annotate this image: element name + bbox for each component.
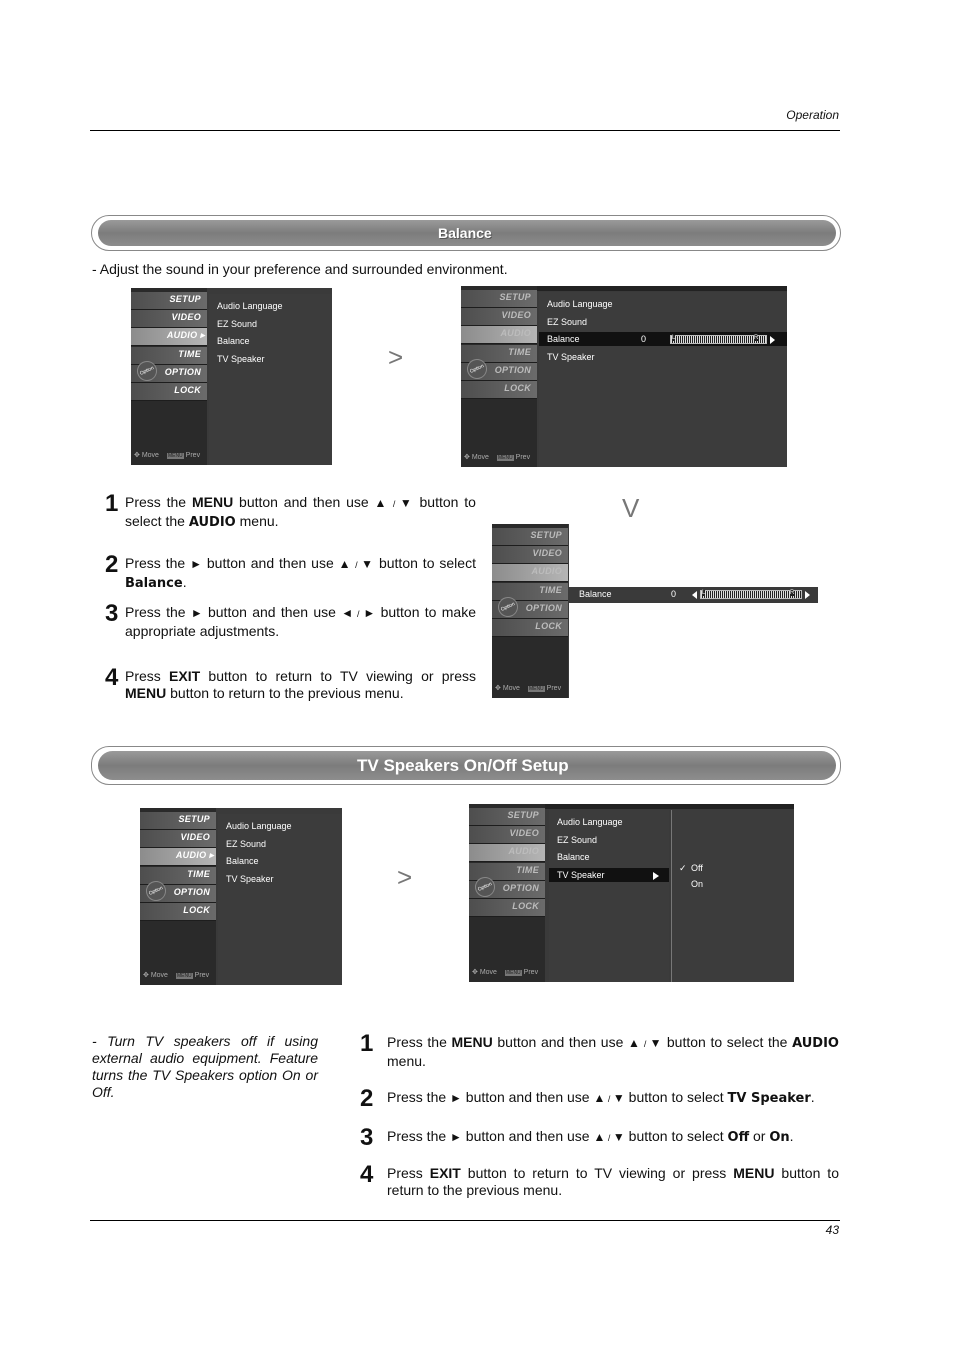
right-arrow-icon	[805, 591, 810, 599]
osd-tab-label: OPTION	[502, 882, 539, 893]
osd-balance-selected	[461, 286, 787, 467]
osd-tab-label: AUDIO ▸	[166, 330, 205, 341]
osd-tab-lock	[469, 899, 545, 917]
button-arrow-icon: ▼	[399, 496, 414, 510]
step-text-part: .	[789, 1128, 794, 1144]
step-text-part: button and then use	[233, 494, 375, 510]
step-text-part: button to return to the previous menu.	[166, 685, 404, 701]
step-text-part: Press the	[387, 1089, 451, 1105]
step-text-part: Press the	[387, 1034, 452, 1050]
menu-key-icon: MENU	[176, 973, 192, 979]
osd-move-label: Move	[479, 969, 497, 976]
button-arrow-icon: ◄	[341, 606, 354, 620]
osd-tab-label: VIDEO	[509, 828, 539, 839]
step-keyword: EXIT	[429, 1165, 461, 1181]
step-text	[387, 1089, 839, 1108]
osd-speaker-option: On	[691, 879, 704, 889]
button-arrow-icon: ►	[190, 606, 203, 620]
osd-footer	[143, 971, 209, 979]
osd-prev-label: Prev	[515, 454, 531, 461]
menu-key-icon: MENU	[167, 453, 183, 459]
osd-tab-audio	[140, 848, 216, 866]
step-text	[387, 1165, 839, 1199]
osd-menu-panel	[539, 292, 787, 467]
step-menu-name: AUDIO	[792, 1036, 839, 1051]
right-arrow-icon: >	[388, 342, 404, 372]
osd-tab-label: SETUP	[530, 530, 562, 540]
step-menu-name: On	[769, 1130, 790, 1145]
button-arrow-icon: ►	[450, 1130, 462, 1144]
slider-right-label: R	[790, 590, 795, 596]
step-text	[387, 1128, 839, 1147]
step-text-part: Press the	[125, 494, 192, 510]
osd-move-label: Move	[150, 972, 168, 979]
osd-tab-label: TIME	[539, 584, 562, 595]
osd-tab-option	[461, 363, 537, 381]
step-text-part: Press the	[125, 555, 191, 571]
osd-balance-adjust	[492, 524, 569, 698]
button-arrow-icon: ▼	[612, 1130, 625, 1144]
section-header: Operation	[786, 108, 839, 122]
button-arrow-icon: ▲	[374, 496, 389, 510]
osd-tab-lock	[131, 383, 207, 401]
step-keyword: MENU	[191, 494, 234, 510]
step-text-part: /	[605, 1133, 613, 1143]
right-arrow-icon	[653, 872, 659, 880]
menu-key-icon: MENU	[497, 455, 513, 461]
step-menu-name: Off	[727, 1130, 750, 1145]
page-number: 43	[825, 1223, 839, 1237]
osd-tab-video	[469, 826, 545, 844]
osd-tab-option	[131, 365, 207, 383]
step-number: 2	[360, 1085, 374, 1112]
down-arrow-icon: V	[622, 493, 640, 523]
balance-slider	[670, 335, 767, 344]
step-keyword: EXIT	[169, 668, 201, 684]
menu-key-icon: MENU	[528, 686, 544, 692]
osd-sidebar	[131, 288, 207, 465]
step-text-part: button to select	[624, 1128, 728, 1144]
osd-tab-lock	[492, 619, 568, 637]
osd-sidebar	[492, 524, 568, 698]
step-text-part: button to select	[374, 555, 476, 571]
step-keyword: MENU	[733, 1165, 775, 1181]
osd-menu-item: TV Speaker	[557, 869, 605, 880]
slider-left-label: L	[672, 335, 676, 342]
step-text-part: button and then use	[461, 1089, 594, 1105]
osd-tab-audio	[131, 328, 207, 346]
osd-tab-label: TIME	[516, 864, 539, 875]
osd-tab-audio	[461, 326, 537, 344]
right-arrow-icon	[770, 336, 775, 344]
step-number: 1	[360, 1030, 374, 1057]
step-text	[125, 604, 476, 640]
osd-speaker-option: Off	[691, 863, 703, 873]
osd-tab-setup	[131, 292, 207, 310]
osd-footer	[134, 451, 200, 459]
step-number: 3	[360, 1124, 374, 1151]
osd-speaker-audio-menu	[140, 808, 342, 985]
option-logo-icon: Option	[464, 356, 491, 383]
step-keyword: MENU	[125, 685, 167, 701]
osd-tab-label: AUDIO	[508, 846, 539, 857]
osd-menu-item: TV Speaker	[217, 353, 265, 364]
balance-adjust-value: 0	[671, 589, 677, 599]
osd-tab-label: AUDIO ▸	[175, 850, 214, 861]
osd-tab-audio	[469, 844, 545, 862]
slider-left-label: L	[702, 590, 706, 596]
osd-tab-label: SETUP	[169, 294, 201, 304]
step-text-part: button and then use	[201, 555, 339, 571]
move-icon: ✥	[495, 685, 503, 692]
header-rule	[90, 130, 840, 131]
step-text-part: Press	[125, 668, 170, 684]
step-text-part: Press	[387, 1165, 430, 1181]
balance-adjust-bar	[569, 587, 818, 603]
osd-tab-video	[131, 310, 207, 328]
osd-menu-panel	[209, 294, 332, 465]
osd-sidebar	[461, 286, 537, 467]
osd-tab-label: SETUP	[499, 292, 531, 302]
osd-tab-audio	[492, 564, 568, 582]
move-icon: ✥	[472, 969, 480, 976]
osd-menu-item: Balance	[557, 852, 590, 863]
step-text-part: /	[351, 560, 362, 570]
check-icon: ✓	[679, 863, 687, 873]
speaker-title: TV Speakers On/Off Setup	[357, 756, 569, 775]
osd-tab-setup	[461, 290, 537, 308]
right-arrow-icon: >	[397, 862, 413, 892]
osd-tab-label: AUDIO	[531, 566, 562, 577]
osd-tab-option	[469, 881, 545, 899]
speaker-note: - Turn TV speakers off if using external audio equipment. Feature turns the TV Speakers option On or Off.	[92, 1033, 318, 1100]
osd-prev-label: Prev	[546, 685, 562, 692]
speaker-banner	[91, 746, 841, 785]
move-icon: ✥	[464, 454, 472, 461]
osd-menu-item: Audio Language	[217, 301, 283, 311]
step-text-part: button to return to TV viewing or press	[200, 668, 476, 684]
step-text-part: menu.	[387, 1053, 426, 1069]
osd-tab-label: LOCK	[504, 383, 531, 393]
step-text-part: or	[749, 1128, 770, 1144]
osd-sidebar	[469, 804, 545, 982]
osd-tab-setup	[469, 808, 545, 826]
step-text	[125, 494, 476, 531]
osd-balance-value: 0	[641, 334, 647, 345]
osd-tab-label: VIDEO	[532, 548, 562, 559]
osd-tab-lock	[461, 381, 537, 399]
step-text-part: /	[388, 499, 400, 509]
osd-tab-label: LOCK	[512, 901, 539, 911]
button-arrow-icon: ▲	[338, 557, 352, 571]
slider-right-label: R	[754, 335, 759, 342]
osd-menu-item: EZ Sound	[557, 834, 598, 845]
osd-tab-label: VIDEO	[171, 312, 201, 323]
step-text-part: button to return to the previous menu.	[387, 1165, 839, 1198]
balance-banner	[91, 215, 841, 251]
step-text-part: button and then use	[461, 1128, 594, 1144]
move-icon: ✥	[143, 972, 151, 979]
move-icon: ✥	[134, 452, 142, 459]
osd-tab-lock	[140, 903, 216, 921]
step-text-part: button and then use	[202, 604, 342, 620]
osd-footer	[495, 684, 561, 692]
osd-audio-menu	[131, 288, 332, 465]
osd-tab-label: TIME	[178, 348, 201, 359]
osd-prev-label: Prev	[523, 969, 539, 976]
balance-slider	[700, 590, 802, 599]
step-text-part: Press the	[387, 1128, 451, 1144]
step-text-part: Press the	[125, 604, 191, 620]
osd-footer	[472, 968, 538, 976]
step-text-part: /	[353, 609, 364, 619]
step-text-part: button to select	[624, 1089, 728, 1105]
button-arrow-icon: ▲	[628, 1036, 641, 1050]
step-text-part: /	[640, 1039, 650, 1049]
osd-tab-label: OPTION	[173, 886, 210, 897]
left-arrow-icon	[692, 591, 697, 599]
osd-tab-option	[140, 885, 216, 903]
osd-menu-item: EZ Sound	[226, 838, 267, 849]
option-logo-icon: Option	[143, 878, 170, 905]
osd-tab-label: OPTION	[525, 602, 562, 613]
osd-tab-label: SETUP	[507, 810, 539, 820]
button-arrow-icon: ►	[190, 557, 202, 571]
option-logo-icon: Option	[472, 874, 499, 901]
button-arrow-icon: ▼	[612, 1091, 625, 1105]
osd-tab-video	[461, 308, 537, 326]
button-arrow-icon: ▲	[593, 1091, 606, 1105]
osd-tab-video	[492, 546, 568, 564]
osd-prev-label: Prev	[194, 972, 210, 979]
osd-tab-label: LOCK	[535, 621, 562, 631]
osd-menu-item: Audio Language	[547, 299, 613, 309]
balance-title: Balance	[438, 225, 492, 241]
osd-menu-item: Audio Language	[557, 817, 623, 827]
button-arrow-icon: ▼	[361, 557, 375, 571]
step-text-part: button to return to TV viewing or press	[460, 1165, 734, 1181]
osd-tab-label: SETUP	[178, 814, 210, 824]
step-text-part: .	[810, 1089, 815, 1105]
osd-move-label: Move	[471, 454, 489, 461]
osd-menu-item: EZ Sound	[547, 316, 588, 327]
step-text-part: button to make appropriate adjustments.	[125, 604, 476, 639]
osd-move-label: Move	[502, 685, 520, 692]
osd-menu-item: TV Speaker	[226, 873, 274, 884]
osd-menu-item: Balance	[547, 334, 580, 345]
footer-rule	[90, 1220, 840, 1221]
step-text-part: menu.	[235, 513, 279, 529]
step-text	[387, 1034, 839, 1070]
button-arrow-icon: ▲	[593, 1130, 606, 1144]
osd-option-panel	[671, 810, 794, 982]
step-text-part: .	[182, 574, 187, 590]
osd-tab-label: OPTION	[494, 364, 531, 375]
osd-speaker-options	[469, 804, 794, 982]
osd-tab-label: TIME	[508, 346, 531, 357]
osd-menu-panel	[549, 810, 669, 982]
button-arrow-icon: ►	[363, 606, 376, 620]
osd-tab-label: AUDIO	[500, 328, 531, 339]
step-text-part: /	[605, 1094, 613, 1104]
osd-tab-video	[140, 830, 216, 848]
step-menu-name: AUDIO	[188, 515, 236, 530]
step-text-part: button to select the	[662, 1034, 793, 1050]
osd-tab-setup	[140, 812, 216, 830]
osd-menu-item: EZ Sound	[217, 318, 258, 329]
step-text-part: button to select the	[125, 494, 476, 529]
osd-menu-item: Balance	[217, 336, 250, 347]
step-keyword: MENU	[451, 1034, 493, 1050]
balance-adjust-label: Balance	[579, 589, 612, 599]
osd-tab-label: OPTION	[164, 366, 201, 377]
osd-menu-panel	[218, 814, 342, 985]
osd-tab-label: LOCK	[183, 905, 210, 915]
osd-tab-option	[492, 601, 568, 619]
balance-intro: - Adjust the sound in your preference and surrounded environment.	[92, 261, 508, 277]
option-logo-icon: Option	[495, 594, 522, 621]
osd-move-label: Move	[141, 452, 159, 459]
osd-footer	[464, 453, 530, 461]
osd-tab-label: TIME	[187, 868, 210, 879]
step-text	[125, 668, 476, 702]
step-number: 1	[105, 490, 119, 517]
osd-menu-item: Balance	[226, 856, 259, 867]
step-number: 4	[360, 1161, 374, 1188]
step-menu-name: TV Speaker	[727, 1091, 811, 1106]
option-logo-icon: Option	[134, 358, 161, 385]
osd-menu-item: Audio Language	[226, 821, 292, 831]
osd-tab-label: VIDEO	[180, 832, 210, 843]
osd-tab-setup	[492, 528, 568, 546]
menu-key-icon: MENU	[505, 970, 521, 976]
step-text-part: button and then use	[492, 1034, 629, 1050]
osd-menu-item: TV Speaker	[547, 351, 595, 362]
osd-tab-label: LOCK	[174, 385, 201, 395]
osd-tab-label: VIDEO	[501, 310, 531, 321]
osd-sidebar	[140, 808, 216, 985]
step-menu-name: Balance	[125, 576, 183, 591]
osd-prev-label: Prev	[185, 452, 201, 459]
step-number: 3	[105, 600, 119, 627]
step-number: 4	[105, 664, 119, 691]
step-number: 2	[105, 551, 119, 578]
button-arrow-icon: ►	[450, 1091, 462, 1105]
button-arrow-icon: ▼	[649, 1036, 663, 1050]
step-text	[125, 555, 476, 592]
